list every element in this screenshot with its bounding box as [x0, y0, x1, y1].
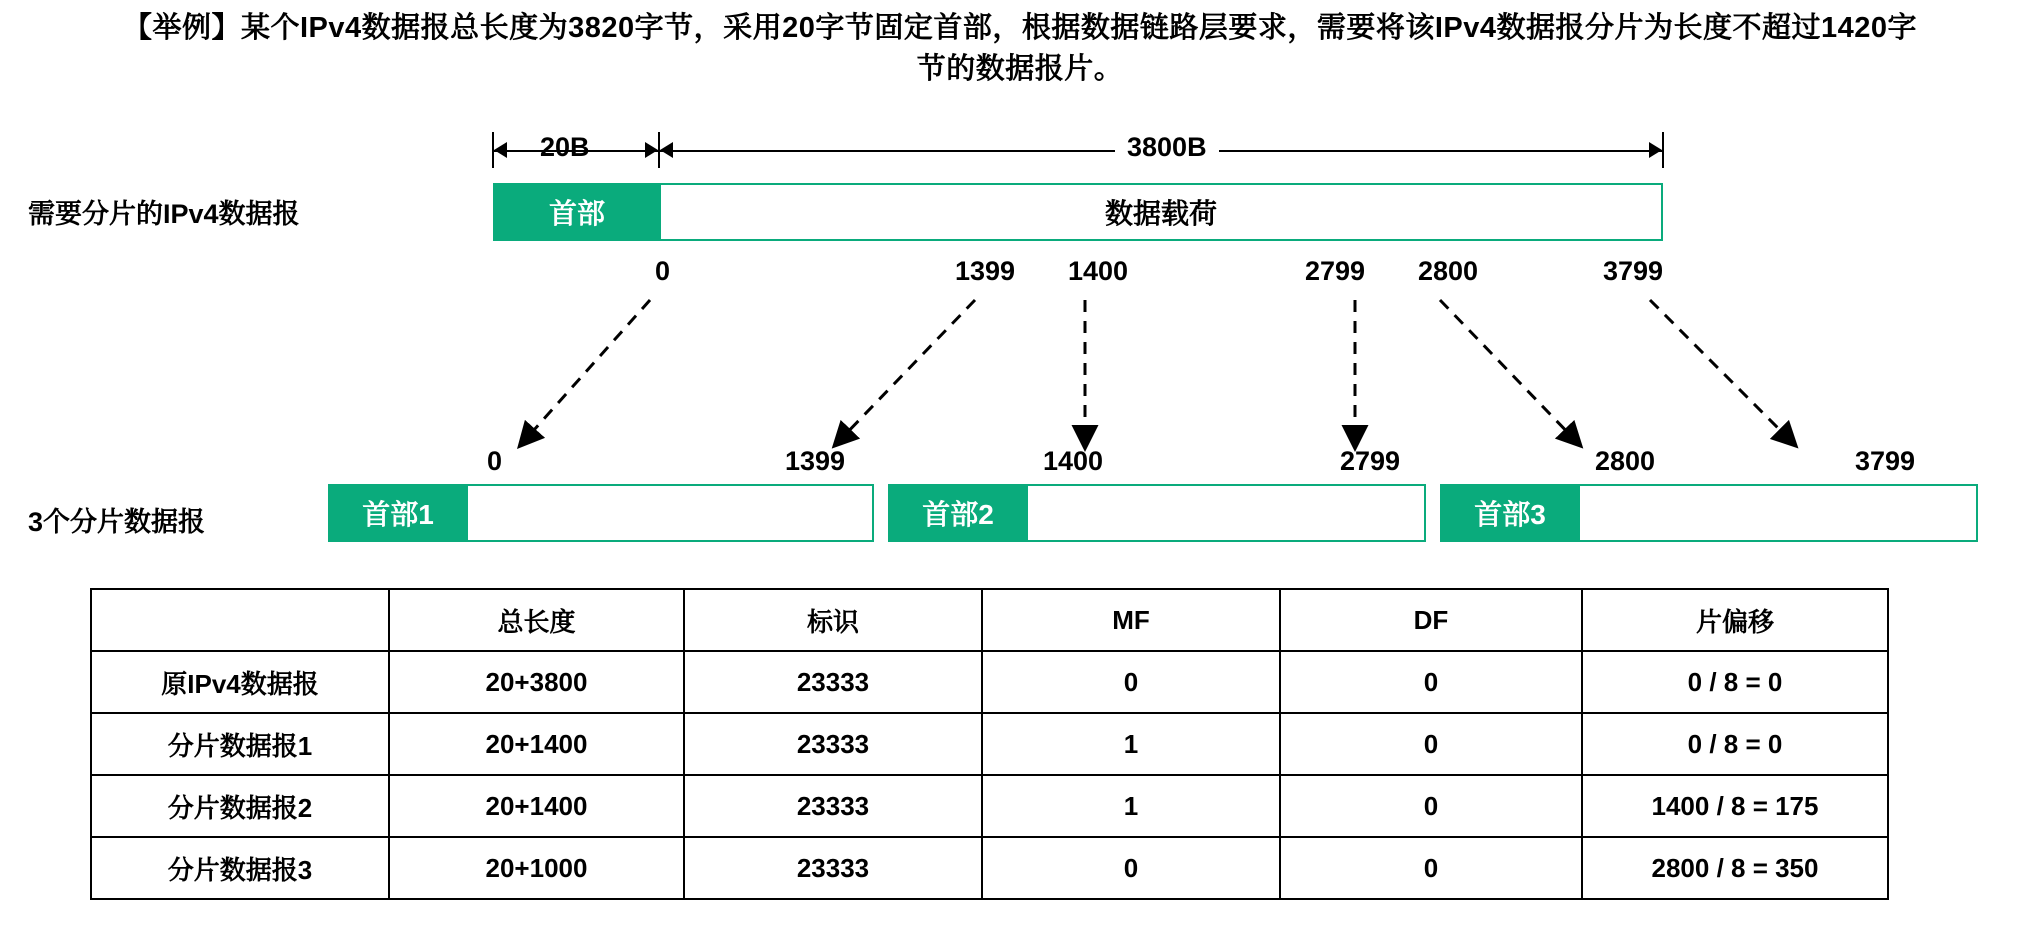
dim-label-header: 20B: [540, 132, 590, 162]
row-offset: 0 / 8 = 0: [1582, 651, 1888, 713]
row-mf: 0: [982, 837, 1280, 899]
dim-arrow-payload-right: [1649, 142, 1662, 158]
fragment-offset-2799: 2799: [1340, 446, 1401, 476]
table-row: [91, 775, 1888, 837]
fragment-offset-1400: 1400: [1043, 446, 1104, 476]
table-row: [91, 837, 1888, 899]
row-df: 0: [1280, 713, 1582, 775]
table-header-id: 标识: [684, 589, 982, 651]
fragment-1-body: [466, 484, 874, 542]
row-mf: 1: [982, 713, 1280, 775]
original-datagram-label: 需要分片的IPv4数据报: [28, 199, 300, 229]
fragment-1-header: 首部1: [328, 484, 468, 542]
table-header-offset: 片偏移: [1582, 589, 1888, 651]
row-id: 23333: [684, 775, 982, 837]
row-total-length: 20+1400: [389, 713, 684, 775]
table-header-df: DF: [1280, 589, 1582, 651]
page-title: 【举例】某个IPv4数据报总长度为3820字节，采用20字节固定首部，根据数据链路层要求，需要将该IPv4数据报分片为长度不超过1420字节的数据报片。: [122, 12, 1918, 86]
top-offset-0: 0: [655, 256, 671, 286]
row-name: 原IPv4数据报: [91, 651, 389, 713]
row-name: 分片数据报1: [91, 713, 389, 775]
original-header-cell: 首部: [493, 183, 661, 241]
row-name: 分片数据报3: [91, 837, 389, 899]
original-payload-cell: 数据载荷: [659, 183, 1663, 241]
fragments-label: 3个分片数据报: [28, 507, 206, 537]
fragment-3-body: [1578, 484, 1978, 542]
row-mf: 1: [982, 775, 1280, 837]
fragment-2-header: 首部2: [888, 484, 1028, 542]
fragment-3-header: 首部3: [1440, 484, 1580, 542]
fragment-offset-3799: 3799: [1855, 446, 1916, 476]
row-id: 23333: [684, 651, 982, 713]
dim-arrow-payload-left: [660, 142, 673, 158]
row-offset: 1400 / 8 = 175: [1582, 775, 1888, 837]
table-row: [91, 651, 1888, 713]
dim-arrow-header-left: [494, 142, 507, 158]
row-total-length: 20+1400: [389, 775, 684, 837]
dim-tick-right: [1662, 132, 1664, 168]
top-offset-3799: 3799: [1603, 256, 1664, 286]
fragment-2-body: [1026, 484, 1426, 542]
dim-label-payload: 3800B: [1115, 132, 1219, 163]
table-header-total-length: 总长度: [389, 589, 684, 651]
table-header-mf: MF: [982, 589, 1280, 651]
top-offset-1400: 1400: [1068, 256, 1129, 286]
row-mf: 0: [982, 651, 1280, 713]
dim-arrow-header-right: [645, 142, 658, 158]
row-total-length: 20+1000: [389, 837, 684, 899]
table-header-row: [91, 589, 1888, 651]
fragment-offset-2800: 2800: [1595, 446, 1656, 476]
fragmentation-table: [90, 588, 1889, 900]
table-header-name: [91, 589, 389, 651]
row-offset: 0 / 8 = 0: [1582, 713, 1888, 775]
top-offset-2800: 2800: [1418, 256, 1479, 286]
fragment-offset-1399: 1399: [785, 446, 846, 476]
row-total-length: 20+3800: [389, 651, 684, 713]
row-id: 23333: [684, 713, 982, 775]
row-name: 分片数据报2: [91, 775, 389, 837]
top-offset-1399: 1399: [955, 256, 1016, 286]
row-id: 23333: [684, 837, 982, 899]
row-df: 0: [1280, 775, 1582, 837]
row-df: 0: [1280, 651, 1582, 713]
row-offset: 2800 / 8 = 350: [1582, 837, 1888, 899]
row-df: 0: [1280, 837, 1582, 899]
table-row: [91, 713, 1888, 775]
fragment-offset-0: 0: [487, 446, 503, 476]
top-offset-2799: 2799: [1305, 256, 1366, 286]
